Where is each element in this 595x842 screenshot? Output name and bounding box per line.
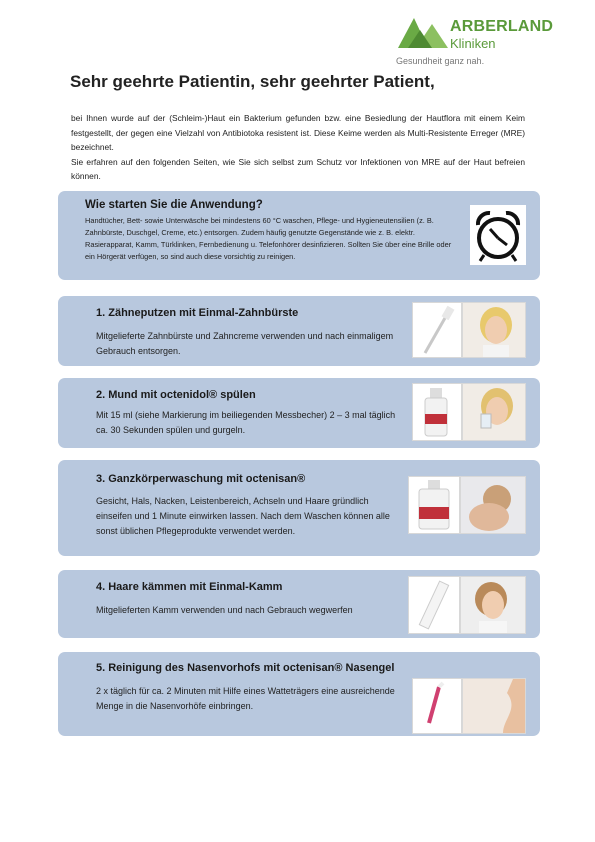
step-5-box [58, 652, 540, 736]
step-3-box [58, 460, 540, 556]
step-1-box [58, 296, 540, 366]
intro-paragraph-1: bei Ihnen wurde auf der (Schleim-)Haut ein Bakterium gefunden bzw. eine Besiedlung der Hautflora mit einem Keim festgestellt, der gegen eine Vielzahl von Antibiotoka resistent ist. Diese Keime werden als Multi-Resistente Erreger (MRE) bezeichnet. [71, 113, 525, 152]
nose-closeup-image [462, 678, 526, 734]
step-2-title: 2. Mund mit octenidol® spülen [96, 389, 256, 401]
mountain-logo-icon [398, 14, 450, 50]
step-2-text: Mit 15 ml (siehe Markierung im beiliegenden Messbecher) 2 – 3 mal täglich ca. 30 Sekunden spülen und gurgeln. [96, 410, 396, 435]
arberland-logo [396, 14, 554, 69]
start-instructions-box [58, 191, 540, 280]
logo-slogan: Gesundheit ganz nah. [396, 56, 485, 66]
step-4-text: Mitgelieferten Kamm verwenden und nach Gebrauch wegwerfen [96, 605, 353, 615]
step-3-text: Gesicht, Hals, Nacken, Leistenbereich, Achseln und Haare gründlich einseifen und 1 Minute einwirken lassen. Nach dem Waschen können alle sonst üblichen Pflegeprodukte verwendet werden. [96, 496, 390, 536]
woman-brushing-teeth-image [462, 302, 526, 358]
start-box-title: Wie starten Sie die Anwendung? [85, 199, 263, 211]
step-4-box [58, 570, 540, 638]
logo-brand: ARBERLAND [450, 18, 554, 35]
step-1-title: 1. Zähneputzen mit Einmal-Zahnbürste [96, 307, 299, 319]
step-5-title: 5. Reinigung des Nasenvorhofs mit octenisan® Nasengel [96, 662, 395, 674]
logo-brand-subtitle: Kliniken [450, 36, 496, 51]
octenisan-bottle-image [408, 476, 460, 534]
intro-text [71, 111, 525, 184]
toothbrush-image [412, 302, 462, 358]
comb-image [408, 576, 460, 634]
start-box-text: Handtücher, Bett- sowie Unterwäsche bei mindestens 60 °C waschen, Pflege- und Hygieneutensilien (z. B. Zahnbürste, Duschgel, Creme, etc.) entsorgen. Zudem häufig genutzte Gegenstände wie z. B. elektr. Rasierapparat, Kamm, Türklinken, Fernbedienung u. Telefonhörer desinfizieren. Sollten Sie über eine Brille oder ein Hörgerät verfügen, so sind auch diese vorsichtig zu reinigen. [85, 216, 452, 261]
page-title: Sehr geehrte Patientin, sehr geehrter Patient, [70, 72, 435, 91]
step-4-title: 4. Haare kämmen mit Einmal-Kamm [96, 581, 283, 593]
step-5-text: 2 x täglich für ca. 2 Minuten mit Hilfe eines Watteträgers eine ausreichende Menge in die Nasenvorhöfe einbringen. [96, 686, 395, 711]
step-2-box [58, 378, 540, 448]
step-3-title: 3. Ganzkörperwaschung mit octenisan® [96, 473, 306, 485]
woman-rinsing-mouth-image [462, 383, 526, 441]
step-1-text: Mitgelieferte Zahnbürste und Zahncreme verwenden und nach einmaligem Gebrauch entsorgen. [96, 331, 394, 356]
octenidol-bottle-image [412, 383, 462, 441]
alarm-clock-icon [470, 205, 526, 265]
person-washing-image [460, 476, 526, 534]
nasal-gel-applicator-image [412, 678, 462, 734]
intro-paragraph-2: Sie erfahren auf den folgenden Seiten, wie Sie sich selbst zum Schutz vor Infektionen von MRE auf der Haut befreien können. [71, 156, 525, 181]
woman-combing-hair-image [460, 576, 526, 634]
